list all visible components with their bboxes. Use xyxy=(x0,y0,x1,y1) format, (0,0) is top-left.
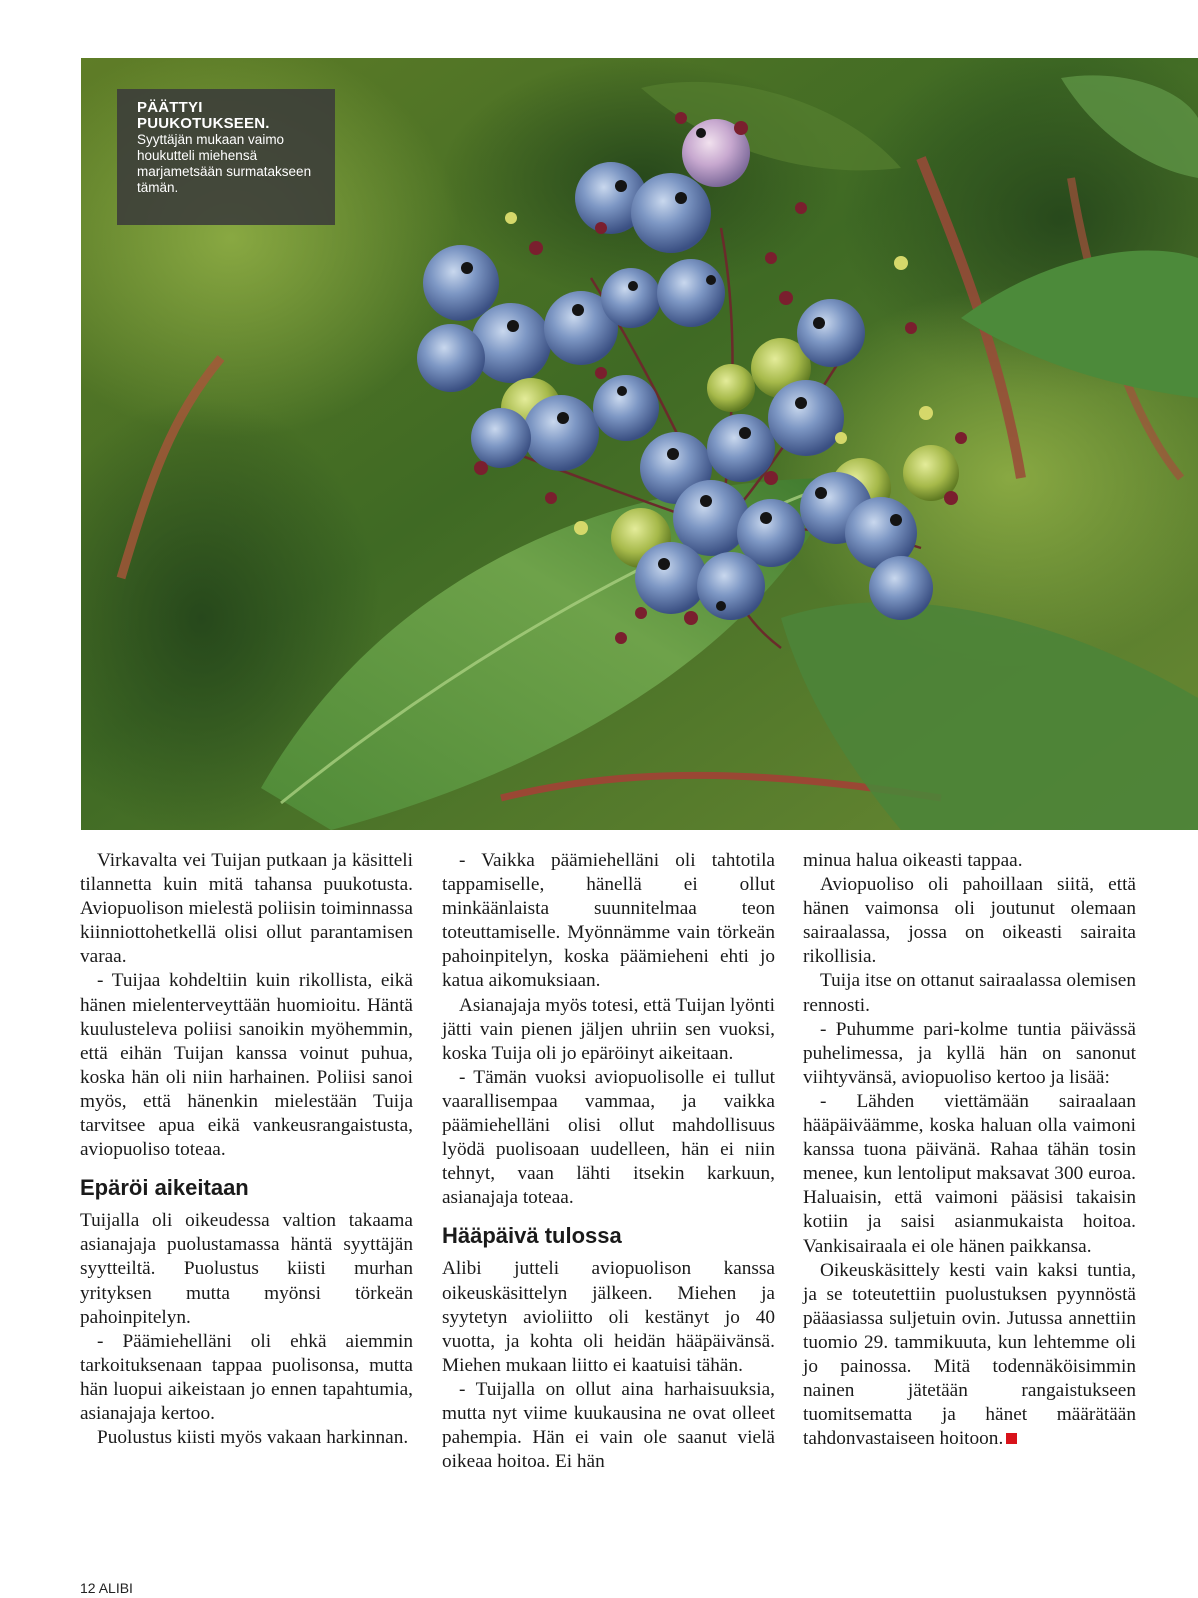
paragraph xyxy=(803,873,1136,969)
paragraph xyxy=(80,969,413,1162)
paragraph-text: Aviopuoliso oli pahoillaan siitä, että hänen vaimonsa oli joutunut olemaan sairaalassa, jossa on oikeasti sairaita rikollisia. xyxy=(803,874,1136,968)
paragraph xyxy=(803,1090,1136,1259)
paragraph-text: Puolustus kiisti myös vakaan harkinnan. xyxy=(97,1427,409,1449)
paragraph xyxy=(80,1209,413,1329)
paragraph-text: Asianajaja myös totesi, että Tuijan lyönti jätti vain pienen jäljen uhriin sen vuoksi, koska Tuija oli jo epäröinyt aikeitaan. xyxy=(442,994,775,1064)
heading-text: Hääpäivä tulossa xyxy=(442,1223,622,1249)
paragraph xyxy=(803,1018,1136,1090)
caption-title: PÄÄTTYI PUUKOTUKSEEN. xyxy=(137,99,270,132)
section-heading xyxy=(80,1175,413,1201)
paragraph-text: - Lähden viettämään sairaalaan hääpäiväämme, koska haluan olla vaimoni kanssa tuona päivänä. Rahaa tähän tosin menee, kun lentoliput maksavat 300 euroa. Haluaisin, että vaimoni pääsisi takaisin kotiin ja saisi asianmukaista hoitoa. Vankisairaala ei ole hänen paikkansa. xyxy=(803,1090,1136,1257)
paragraph xyxy=(803,1259,1136,1452)
paragraph-text: Alibi jutteli aviopuolison kanssa oikeuskäsittelyn jälkeen. Miehen ja syytetyn avioliitto oli kestänyt jo 40 vuotta, ja kohta oli heidän hääpäivänsä. Miehen mukaan liitto ei kaatuisi tähän. xyxy=(442,1258,775,1376)
paragraph-text: - Tämän vuoksi aviopuolisolle ei tullut vaarallisempaa vammaa, ja vaikka päämiehelläni olisi ollut mahdollisuus lyödä puolisoaan uudelleen, hän ei niin tehnyt, vaan lähti itsekin karkuun, asianajaja toteaa. xyxy=(442,1066,775,1209)
paragraph-text: Tuijalla oli oikeudessa valtion takaama asianajaja puolustamassa häntä syyttäjän syytteiltä. Puolustus kiisti murhan yrityksen mutta myönsi törkeän pahoinpitelyn. xyxy=(80,1210,413,1328)
paragraph-text: - Tuijaa kohdeltiin kuin rikollista, eikä hänen mielenterveyttään huomioitu. Häntä kuulusteleva poliisi sanoikin myöhemmin, että eihän Tuijan kanssa voinut puhua, koska hän oli niin harhainen. Poliisi sanoi myös, että hänenkin mielestään Tuija tarvitsee apua eikä vankeusrangaistusta, aviopuoliso toteaa. xyxy=(80,970,413,1161)
paragraph xyxy=(80,849,413,969)
paragraph xyxy=(80,1330,413,1426)
paragraph-text: Tuija itse on ottanut sairaalassa olemisen rennosti. xyxy=(803,970,1136,1016)
paragraph xyxy=(803,969,1136,1017)
paragraph-text: Oikeuskäsittely kesti vain kaksi tuntia, ja se toteutettiin puolustuksen pyynnöstä pääasiassa suljetuin ovin. Jutussa annettiin tuomio 29. tammikuuta, kun lehtemme oli jo painossa. Mitä todennäköisimmin nainen jätetään rangaistukseen tuomitsematta ja hänet määrätään tahdonvastaiseen hoitoon. xyxy=(803,1259,1136,1450)
text-column-3 xyxy=(803,849,1136,1451)
caption-text: Syyttäjän mukaan vaimo houkutteli miehensä marjametsään surmatakseen tämän. xyxy=(137,132,312,195)
paragraph xyxy=(442,994,775,1066)
paragraph xyxy=(442,1257,775,1377)
page-footer: 12 ALIBI xyxy=(80,1580,133,1596)
paragraph-text: - Päämiehelläni oli ehkä aiemmin tarkoituksenaan tappaa puolisonsa, mutta hän luopui aikeistaan jo ennen tapahtumia, asianajaja kertoo. xyxy=(80,1330,413,1424)
paragraph xyxy=(442,849,775,994)
paragraph xyxy=(442,1378,775,1474)
paragraph-text: - Vaikka päämiehelläni oli tahtotila tappamiselle, hänellä ei ollut minkäänlaista suunnitelmaa teon toteuttamiselle. Myönnämme vain törkeän pahoinpitelyn, koska päämieheni ehti jo katua aikomuksiaan. xyxy=(442,850,775,992)
paragraph-text: Virkavalta vei Tuijan putkaan ja käsitteli tilannetta kuin mitä tahansa puukotusta. Aviopuolison mielestä poliisin toiminnassa kiinniottohetkellä olisi ollut parantamisen varaa. xyxy=(80,850,413,968)
heading-text: Epäröi aikeitaan xyxy=(80,1175,249,1201)
paragraph-text: minua halua oikeasti tappaa. xyxy=(803,850,1023,871)
paragraph xyxy=(80,1426,413,1450)
paragraph-text: - Puhumme pari-kolme tuntia päivässä puhelimessa, ja kyllä hän on sanonut viihtyvänsä, aviopuoliso kertoo ja lisää: xyxy=(803,1018,1136,1088)
section-heading xyxy=(442,1223,775,1249)
paragraph xyxy=(803,849,1136,873)
paragraph-text: - Tuijalla on ollut aina harhaisuuksia, mutta nyt viime kuukausina ne ovat olleet pahempia. Hän ei vain ole saanut vielä oikeaa hoitoa. Ei hän xyxy=(442,1378,775,1473)
paragraph xyxy=(442,1066,775,1211)
photo-caption xyxy=(117,89,335,225)
text-column-1 xyxy=(80,849,413,1450)
article-end-mark-icon xyxy=(1006,1433,1017,1444)
text-column-2 xyxy=(442,849,775,1474)
